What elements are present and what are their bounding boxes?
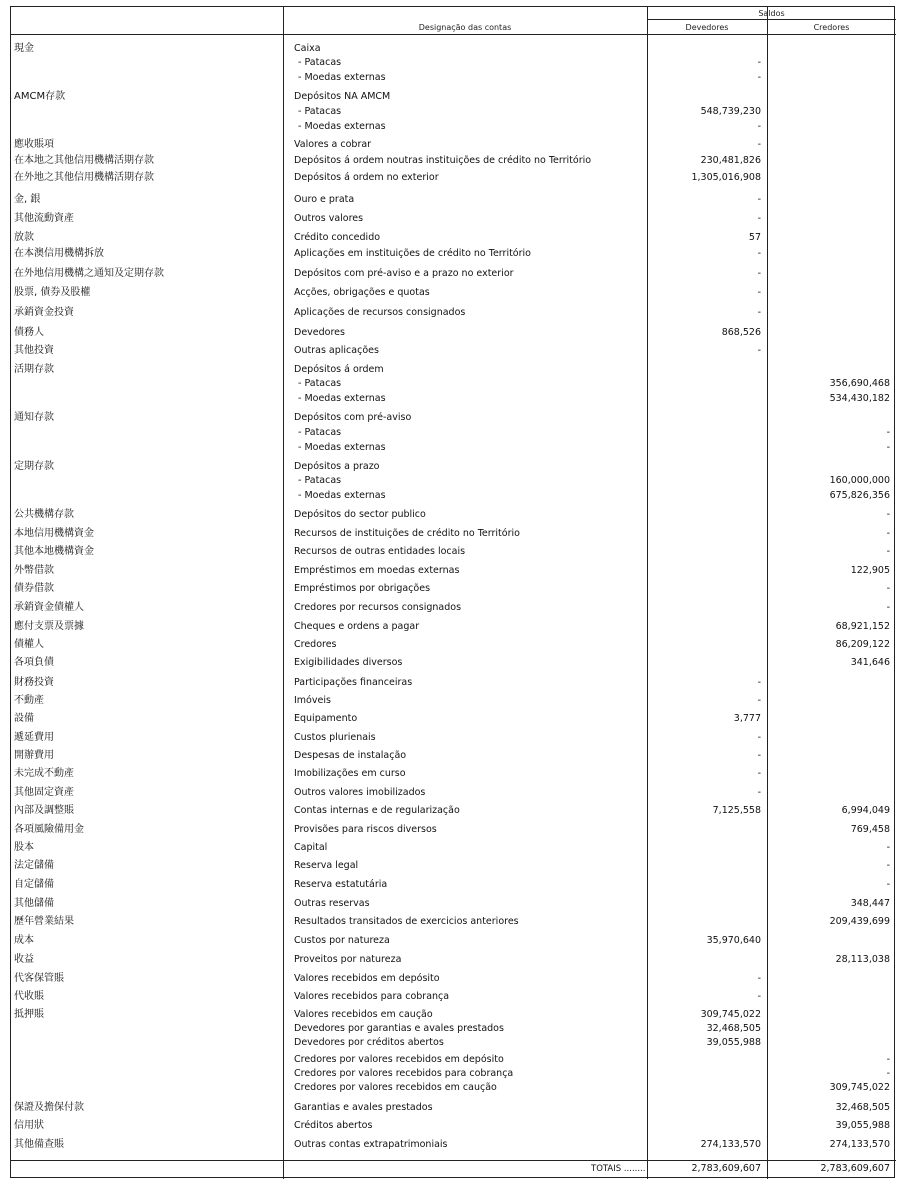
devedores-value: - [757,287,761,298]
account-name-zh: 收益 [14,954,34,965]
devedores-value: 57 [748,232,761,243]
account-name-pt: Depósitos á ordem [294,364,384,375]
account-name-zh: 在外地信用機構之通知及定期存款 [14,268,164,279]
account-name-pt: Despesas de instalação [294,750,407,761]
account-name-zh: 其他備查賬 [14,1139,64,1150]
account-name-zh: 公共機構存款 [14,509,74,520]
devedores-value: - [757,194,761,205]
header-devedores: Devedores [685,23,729,32]
account-name-pt: Credores por valores recebidos em depósito [294,1054,504,1065]
devedores-value: - [757,991,761,1002]
devedores-value: 274,133,570 [700,1139,761,1150]
credores-value: 122,905 [850,565,890,576]
account-name-pt: Contas internas e de regularização [294,805,460,816]
account-name-zh: 財務投資 [14,677,54,688]
account-name-zh: 債務人 [14,327,44,338]
account-name-pt: Garantias e avales prestados [294,1102,433,1113]
account-name-zh: 股本 [14,842,34,853]
account-name-pt: Caixa [294,43,321,54]
account-name-pt: - Patacas [298,106,342,117]
account-name-zh: 代客保管賬 [14,973,64,984]
credores-value: 160,000,000 [829,475,890,486]
account-name-pt: Outros valores imobilizados [294,787,426,798]
account-name-zh: 其他流動資產 [14,213,74,224]
account-name-zh: 應收賬項 [14,139,54,150]
account-name-pt: Devedores por garantias e avales prestados [294,1023,504,1034]
account-name-zh: 其他儲備 [14,898,54,909]
account-name-pt: Depósitos á ordem noutras instituições de crédito no Território [294,155,592,166]
devedores-value: 35,970,640 [706,935,761,946]
saldos-underline [647,19,896,20]
credores-value: 309,745,022 [829,1082,890,1093]
column-divider-label [283,7,284,1179]
account-name-zh: 金, 銀 [14,194,41,205]
credores-value: 86,209,122 [835,639,890,650]
account-name-zh: 本地信用機構資金 [14,528,94,539]
column-divider-devedores [647,7,648,1179]
credores-value: 39,055,988 [835,1120,890,1131]
account-name-pt: Recursos de instituições de crédito no Território [294,528,520,539]
account-name-zh: 抵押賬 [14,1009,44,1020]
account-name-pt: Imóveis [294,695,331,706]
credores-value: 341,646 [850,657,890,668]
account-name-pt: Créditos abertos [294,1120,373,1131]
credores-value: 675,826,356 [829,490,890,501]
account-name-zh: 法定儲備 [14,860,54,871]
account-name-zh: 內部及調整賬 [14,805,74,816]
account-name-pt: - Patacas [298,378,342,389]
totals-devedores: 2,783,609,607 [691,1163,761,1174]
account-name-zh: 設備 [14,713,34,724]
account-name-pt: - Moedas externas [298,121,386,132]
account-name-pt: Outras reservas [294,898,370,909]
devedores-value: 39,055,988 [706,1037,761,1048]
devedores-value: - [757,695,761,706]
devedores-value: - [757,213,761,224]
account-name-zh: 應付支票及票據 [14,621,84,632]
devedores-value: - [757,268,761,279]
account-name-pt: Outros valores [294,213,364,224]
account-name-pt: - Moedas externas [298,490,386,501]
devedores-value: 7,125,558 [712,805,761,816]
account-name-pt: Custos plurienais [294,732,376,743]
account-name-zh: 股票, 債券及股權 [14,287,91,298]
account-name-zh: 成本 [14,935,34,946]
credores-value: - [886,442,890,453]
column-divider-credores [767,7,768,1179]
account-name-pt: - Patacas [298,427,342,438]
account-name-zh: 現金 [14,43,34,54]
account-name-pt: Credores por recursos consignados [294,602,462,613]
account-name-zh: 歷年營業結果 [14,916,74,927]
account-name-zh: 保證及擔保付款 [14,1102,84,1113]
devedores-value: - [757,768,761,779]
credores-value: 534,430,182 [829,393,890,404]
account-name-zh: 其他固定資產 [14,787,74,798]
devedores-value: 548,739,230 [700,106,761,117]
credores-value: 28,113,038 [835,954,890,965]
totals-credores: 2,783,609,607 [820,1163,890,1174]
credores-value: - [886,528,890,539]
account-name-pt: Capital [294,842,328,853]
header-bottom-line [11,34,896,35]
devedores-value: - [757,307,761,318]
account-name-pt: Empréstimos por obrigações [294,583,431,594]
credores-value: - [886,546,890,557]
account-name-zh: 承銷資金債權人 [14,602,84,613]
account-name-zh: 其他投資 [14,345,54,356]
account-name-zh: 外幣借款 [14,565,54,576]
account-name-pt: - Patacas [298,475,342,486]
account-name-pt: Valores recebidos para cobrança [294,991,450,1002]
account-name-zh: 各項風險備用金 [14,824,84,835]
header-credores: Credores [813,23,850,32]
account-name-pt: Cheques e ordens a pagar [294,621,420,632]
account-name-pt: - Moedas externas [298,442,386,453]
devedores-value: 868,526 [721,327,761,338]
credores-value: 274,133,570 [829,1139,890,1150]
devedores-value: 3,777 [733,713,761,724]
account-name-pt: Custos por natureza [294,935,390,946]
credores-value: 348,447 [850,898,890,909]
account-name-pt: - Moedas externas [298,393,386,404]
account-name-zh: 在外地之其他信用機構活期存款 [14,172,154,183]
devedores-value: - [757,732,761,743]
account-name-pt: Crédito concedido [294,232,381,243]
header-saldos: Saldos [758,9,785,18]
credores-value: - [886,1054,890,1065]
devedores-value: - [757,677,761,688]
account-name-pt: Credores [294,639,337,650]
devedores-value: - [757,72,761,83]
account-name-pt: Depósitos com pré-aviso e a prazo no exterior [294,268,514,279]
account-name-zh: 其他本地機構資金 [14,546,94,557]
account-name-pt: - Patacas [298,57,342,68]
account-name-pt: Outras contas extrapatrimoniais [294,1139,448,1150]
account-name-pt: Equipamento [294,713,358,724]
account-name-pt: Participações financeiras [294,677,413,688]
credores-value: - [886,602,890,613]
account-name-pt: Devedores [294,327,345,338]
account-name-pt: Valores a cobrar [294,139,372,150]
account-name-zh: 未完成不動產 [14,768,74,779]
credores-value: - [886,860,890,871]
credores-value: - [886,583,890,594]
account-name-pt: Depósitos a prazo [294,461,380,472]
account-name-pt: Valores recebidos em caução [294,1009,433,1020]
devedores-value: 309,745,022 [700,1009,761,1020]
devedores-value: - [757,121,761,132]
account-name-pt: Valores recebidos em depósito [294,973,440,984]
credores-value: 209,439,699 [829,916,890,927]
totals-top-line [11,1160,896,1161]
account-name-pt: Provisões para riscos diversos [294,824,437,835]
account-name-pt: Credores por valores recebidos em caução [294,1082,497,1093]
account-name-pt: Depósitos á ordem no exterior [294,172,439,183]
totals-label: TOTAIS ........ [591,1164,646,1174]
credores-value: 6,994,049 [841,805,890,816]
credores-value: - [886,427,890,438]
credores-value: 32,468,505 [835,1102,890,1113]
account-name-zh: 代收賬 [14,991,44,1002]
account-name-zh: 遞延費用 [14,732,54,743]
credores-value: 68,921,152 [835,621,890,632]
credores-value: - [886,509,890,520]
devedores-value: 32,468,505 [706,1023,761,1034]
account-name-zh: 不動產 [14,695,44,706]
balance-sheet [10,6,895,1178]
account-name-zh: 債券借款 [14,583,54,594]
account-name-pt: Imobilizações em curso [294,768,406,779]
account-name-pt: Devedores por créditos abertos [294,1037,444,1048]
account-name-zh: 承銷資金投資 [14,307,74,318]
account-name-pt: Recursos de outras entidades locais [294,546,466,557]
account-name-pt: Empréstimos em moedas externas [294,565,460,576]
account-name-zh: 自定儲備 [14,879,54,890]
header-designacao: Designação das contas [418,23,512,32]
account-name-zh: 放款 [14,232,34,243]
account-name-pt: Outras aplicações [294,345,379,356]
devedores-value: 1,305,016,908 [691,172,761,183]
credores-value: 769,458 [850,824,890,835]
devedores-value: - [757,57,761,68]
account-name-pt: Depósitos do sector publico [294,509,426,520]
devedores-value: - [757,750,761,761]
account-name-zh: 在本澳信用機構拆放 [14,248,104,259]
credores-value: 356,690,468 [829,378,890,389]
account-name-pt: Aplicações de recursos consignados [294,307,466,318]
account-name-pt: Proveitos por natureza [294,954,402,965]
credores-value: - [886,879,890,890]
account-name-pt: Depósitos NA AMCM [294,91,391,102]
account-name-zh: 開辦費用 [14,750,54,761]
devedores-value: - [757,787,761,798]
account-name-zh: 在本地之其他信用機構活期存款 [14,155,154,166]
credores-value: - [886,842,890,853]
account-name-pt: Resultados transitados de exercicios anteriores [294,916,519,927]
account-name-zh: 活期存款 [14,364,54,375]
account-name-pt: Reserva legal [294,860,359,871]
account-name-pt: Exigibilidades diversos [294,657,403,668]
devedores-value: - [757,345,761,356]
account-name-pt: Depósitos com pré-aviso [294,412,412,423]
account-name-pt: Reserva estatutária [294,879,388,890]
account-name-zh: 通知存款 [14,412,54,423]
credores-value: - [886,1068,890,1079]
devedores-value: - [757,973,761,984]
account-name-zh: AMCM存款 [14,91,66,102]
account-name-pt: Acções, obrigações e quotas [294,287,430,298]
account-name-pt: - Moedas externas [298,72,386,83]
devedores-value: 230,481,826 [700,155,761,166]
account-name-pt: Ouro e prata [294,194,355,205]
account-name-pt: Credores por valores recebidos para cobrança [294,1068,514,1079]
devedores-value: - [757,139,761,150]
account-name-zh: 債權人 [14,639,44,650]
account-name-zh: 各項負債 [14,657,54,668]
account-name-zh: 定期存款 [14,461,54,472]
devedores-value: - [757,248,761,259]
account-name-zh: 信用狀 [14,1120,44,1131]
account-name-pt: Aplicações em instituições de crédito no Território [294,248,531,259]
